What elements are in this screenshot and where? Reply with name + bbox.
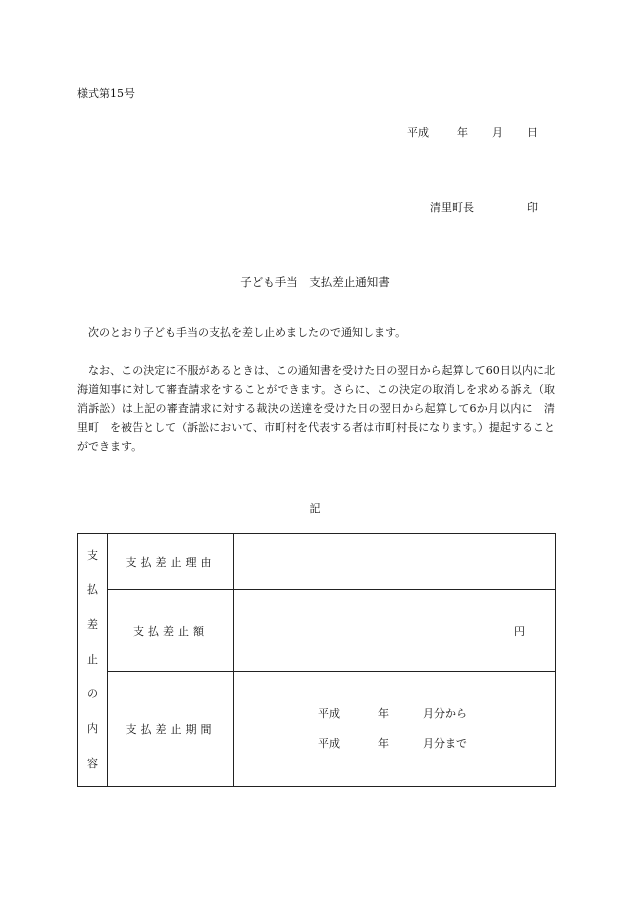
- period-from: [318, 699, 467, 729]
- date-year: 年: [457, 126, 468, 139]
- period-to: [318, 729, 467, 759]
- amount-label: 支払差止額: [108, 590, 234, 672]
- side-label: [78, 534, 108, 787]
- side-label-char: 内: [87, 722, 98, 736]
- date-day: 日: [527, 126, 538, 139]
- period-value: [234, 672, 556, 787]
- amount-value: [234, 590, 556, 672]
- side-label-char: 止: [87, 652, 98, 666]
- side-label-char: 差: [87, 617, 98, 631]
- reason-label: 支払差止理由: [108, 534, 234, 590]
- period-to-suffix: 月分まで: [423, 737, 467, 750]
- period-from-era: 平成: [318, 707, 340, 720]
- period-from-suffix: 月分から: [423, 707, 467, 720]
- date-month: 月: [492, 126, 503, 139]
- side-label-char: 払: [87, 583, 98, 597]
- document-title: 子ども手当 支払差止通知書: [240, 275, 390, 289]
- appeal-paragraph: なお、この決定に不服があるときは、この通知書を受けた日の翌日から起算して60日以内に北海道知事に対して審査請求をすることができます。さらに、この決定の取消しを求める訴え（取消訴訟）は上記の審査請求に対する裁決の送達を受けた日の翌日から起算して6か月以内に 清里町 を被告として（訴訟において、市町村を代表する者は市町村長になります。）提起することができます。: [77, 364, 555, 453]
- period-label: 支払差止期間: [108, 672, 234, 787]
- yen-unit: 円: [514, 624, 525, 638]
- form-number: 様式第15号: [77, 87, 135, 100]
- date-era: 平成: [407, 126, 429, 139]
- notice-paragraph: 次のとおり子ども手当の支払を差し止めましたので通知します。: [88, 326, 407, 339]
- side-label-char: 支: [87, 548, 98, 562]
- suspension-details-table: [77, 533, 556, 787]
- period-to-era: 平成: [318, 737, 340, 750]
- ki-heading: 記: [309, 502, 321, 515]
- reason-value: [234, 534, 556, 590]
- issuer-name: 清里町長: [430, 201, 474, 214]
- period-to-year: 年: [378, 737, 389, 750]
- side-label-char: の: [87, 687, 98, 701]
- seal-mark: 印: [527, 201, 538, 214]
- side-label-char: 容: [87, 756, 98, 770]
- period-from-year: 年: [378, 707, 389, 720]
